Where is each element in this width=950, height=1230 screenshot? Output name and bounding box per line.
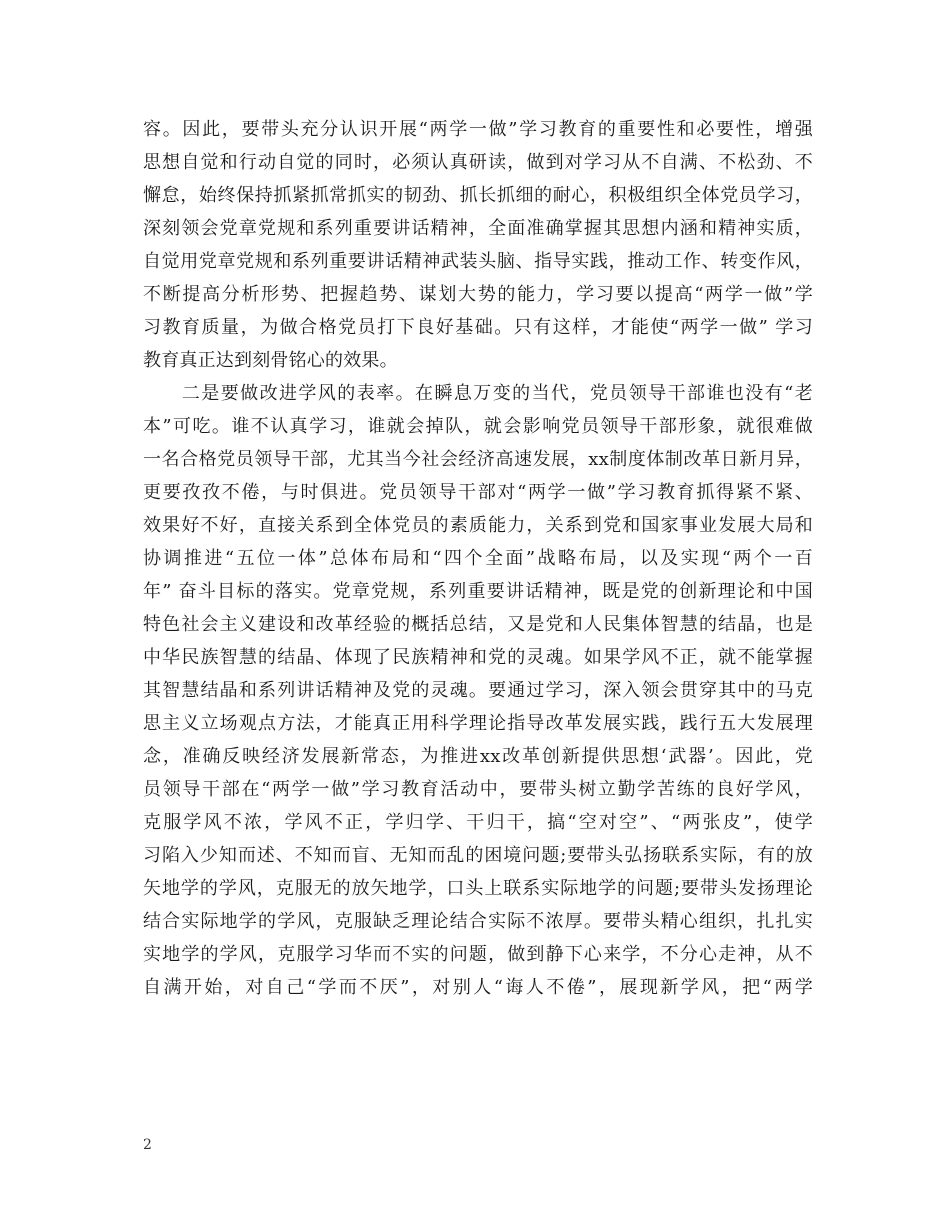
text-line: 二是要做改进学风的表率。在瞬息万变的当代，党员领导干部谁也没有“老 <box>143 383 813 404</box>
text-line: 自满开始，对自己“学而不厌”，对别人“诲人不倦”，展现新学风，把“两学 <box>143 977 813 998</box>
text-line: 矢地学的学风，克服无的放矢地学，口头上联系实际地学的问题;要带头发扬理论 <box>143 878 813 899</box>
text-line: 特色社会主义建设和改革经验的概括总结，又是党和人民集体智慧的结晶，也是 <box>143 614 813 635</box>
text-line: 结合实际地学的学风，克服缺乏理论结合实际不浓厚。要带头精心组织，扎扎实 <box>143 911 813 932</box>
text-line: 不断提高分析形势、把握趋势、谋划大势的能力，学习要以提高“两学一做”学 <box>143 284 813 305</box>
text-line: 懈怠，始终保持抓紧抓常抓实的韧劲、抓长抓细的耐心，积极组织全体党员学习， <box>143 185 813 206</box>
text-line: 其智慧结晶和系列讲话精神及党的灵魂。要通过学习，深入领会贯穿其中的马克 <box>143 680 813 701</box>
text-line: 本”可吃。谁不认真学习，谁就会掉队，就会影响党员领导干部形象，就很难做 <box>143 416 813 437</box>
text-line: 念，准确反映经济发展新常态，为推进xx改革创新提供思想‘武器’。因此，党 <box>143 746 813 767</box>
text-line: 实地学的学风，克服学习华而不实的问题，做到静下心来学，不分心走神，从不 <box>143 944 813 965</box>
text-line: 克服学风不浓，学风不正，学归学、干归干，搞“空对空”、“两张皮”，使学 <box>143 812 813 833</box>
text-line: 更要孜孜不倦，与时俱进。党员领导干部对“两学一做”学习教育抓得紧不紧、 <box>143 482 813 503</box>
text-line: 习教育质量，为做合格党员打下良好基础。只有这样，才能使“两学一做” 学习 <box>143 317 813 338</box>
text-line: 年” 奋斗目标的落实。党章党规，系列重要讲话精神，既是党的创新理论和中国 <box>143 581 813 602</box>
text-line: 思想自觉和行动自觉的同时，必须认真研读，做到对学习从不自满、不松劲、不 <box>143 152 813 173</box>
text-line: 员领导干部在“两学一做”学习教育活动中，要带头树立勤学苦练的良好学风， <box>143 779 813 800</box>
text-line: 思主义立场观点方法，才能真正用科学理论指导改革发展实践，践行五大发展理 <box>143 713 813 734</box>
body-text <box>143 113 813 1004</box>
text-line: 一名合格党员领导干部，尤其当今社会经济高速发展，xx制度体制改革日新月异， <box>143 449 813 470</box>
page-number: 2 <box>143 1137 152 1153</box>
text-line: 教育真正达到刻骨铭心的效果。 <box>143 350 398 371</box>
text-line: 中华民族智慧的结晶、体现了民族精神和党的灵魂。如果学风不正，就不能掌握 <box>143 647 813 668</box>
text-line: 容。因此，要带头充分认识开展“两学一做”学习教育的重要性和必要性，增强 <box>143 119 813 140</box>
text-line: 深刻领会党章党规和系列重要讲话精神，全面准确掌握其思想内涵和精神实质， <box>143 218 813 239</box>
text-line: 协调推进“五位一体”总体布局和“四个全面”战略布局，以及实现“两个一百 <box>143 548 813 569</box>
text-line: 自觉用党章党规和系列重要讲话精神武装头脑、指导实践，推动工作、转变作风， <box>143 251 813 272</box>
text-line: 效果好不好，直接关系到全体党员的素质能力，关系到党和国家事业发展大局和 <box>143 515 813 536</box>
text-line: 习陷入少知而述、不知而盲、无知而乱的困境问题;要带头弘扬联系实际，有的放 <box>143 845 813 866</box>
